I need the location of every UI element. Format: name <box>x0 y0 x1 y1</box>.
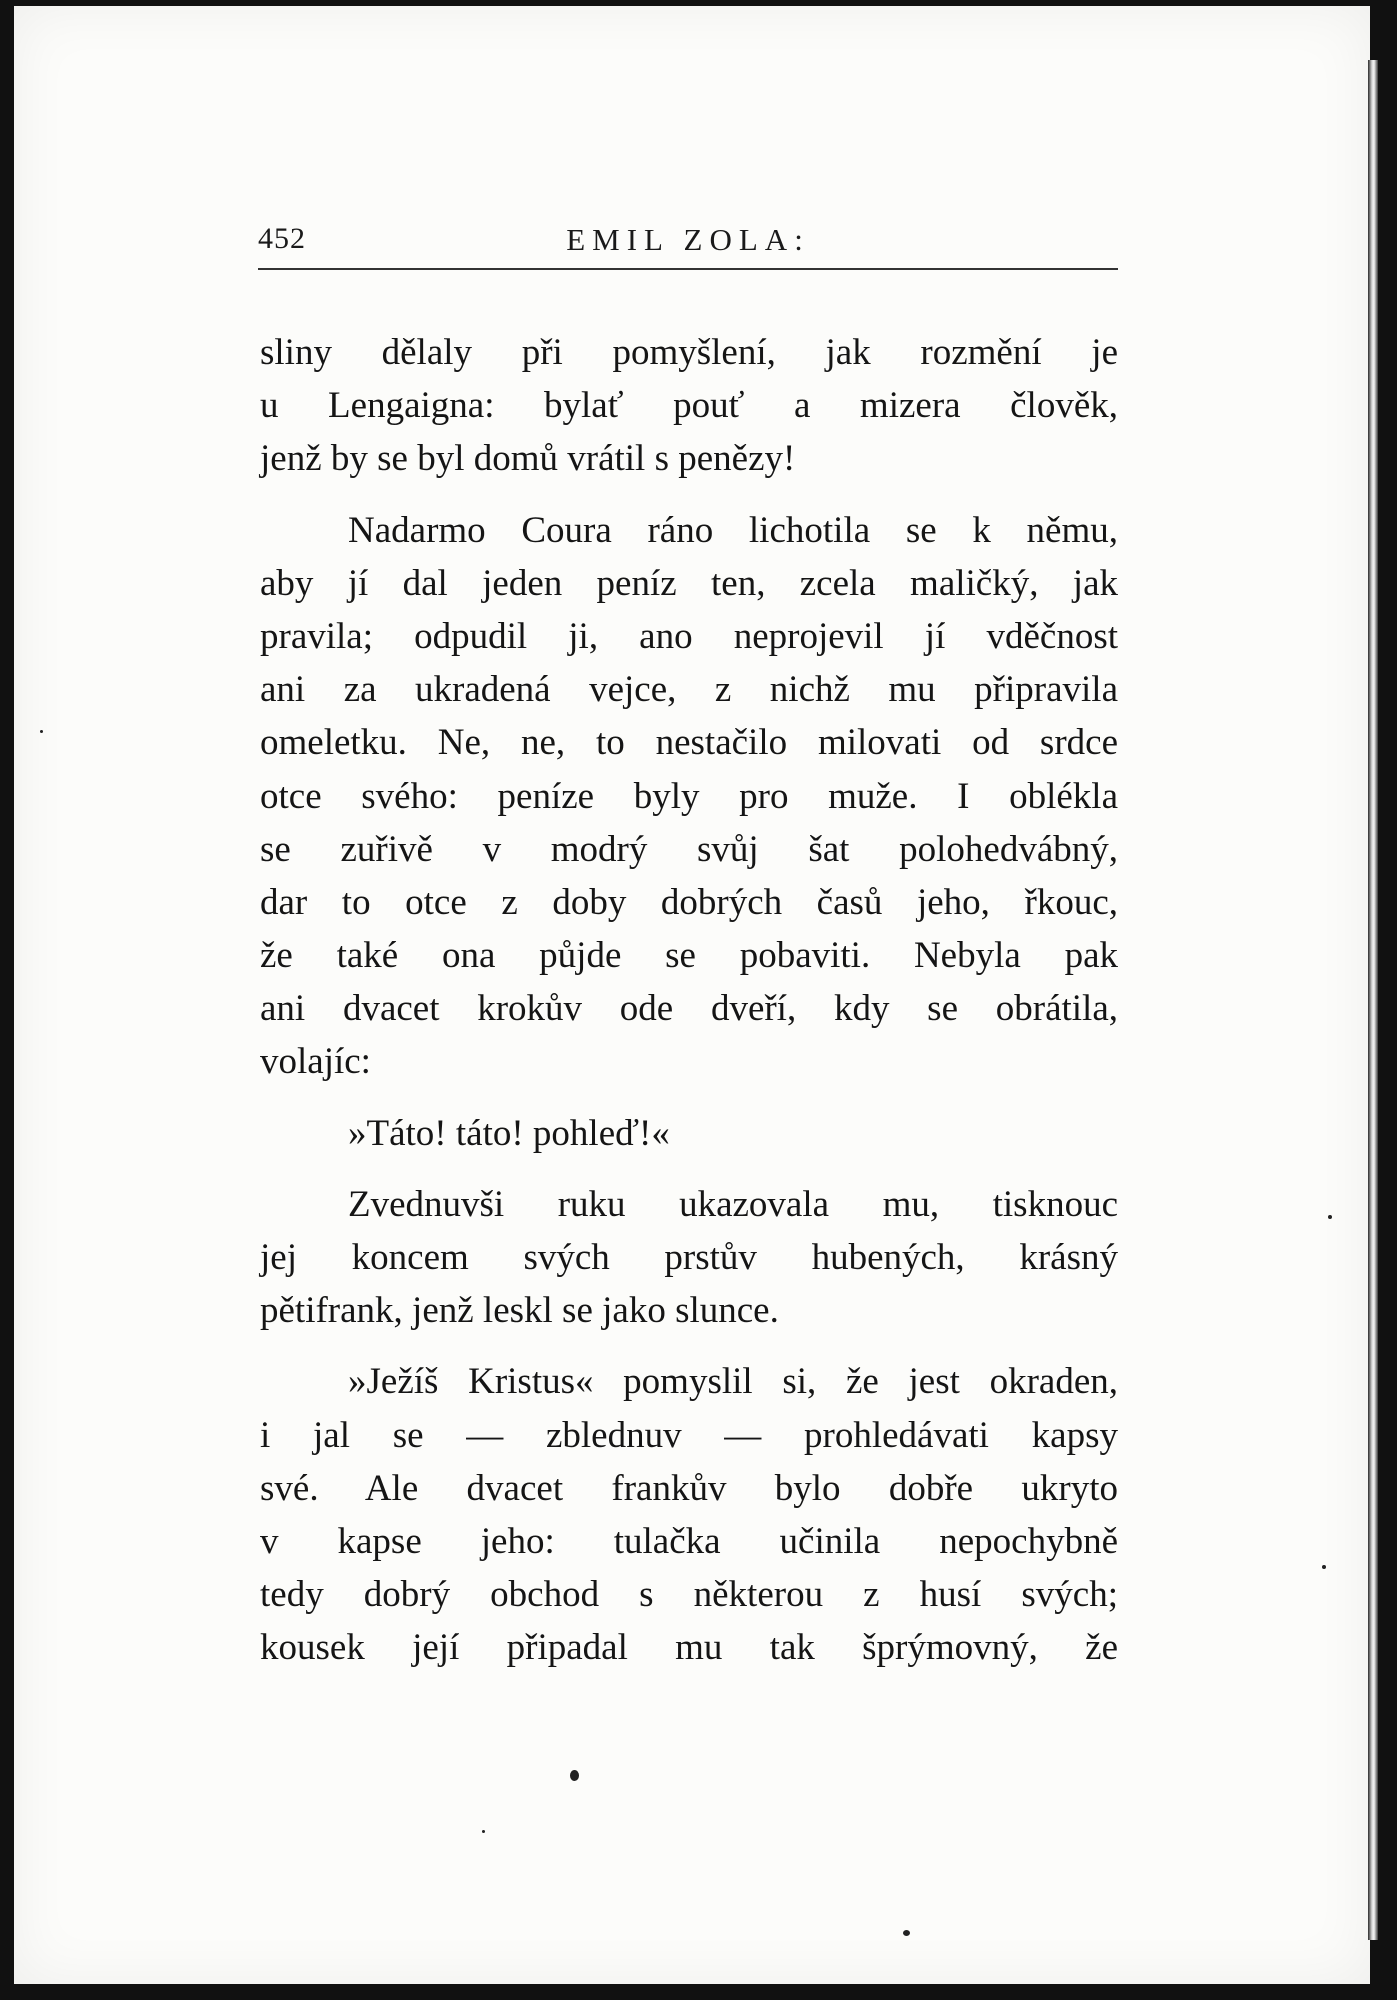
text-line: u Lengaigna: bylať pouť a mizera člověk, <box>260 385 1118 427</box>
ink-speck <box>570 1770 579 1781</box>
page-number: 452 <box>258 222 306 255</box>
text-line: se zuřivě v modrý svůj šat polohedvábný, <box>260 828 1118 870</box>
text-line: pravila; odpudil ji, ano neprojevil jí vděčnost <box>260 615 1118 657</box>
ink-speck <box>1322 1565 1326 1569</box>
text-line: kousek její připadal mu tak šprýmovný, že <box>260 1627 1118 1669</box>
ink-speck <box>1328 1215 1332 1219</box>
body-text <box>260 326 1118 1675</box>
text-line: sliny dělaly při pomyšlení, jak rozmění je <box>260 332 1118 373</box>
text-line: »Ježíš Kristus« pomyslil si, že jest okraden, <box>348 1361 1118 1403</box>
ink-speck <box>40 730 43 733</box>
text-line: ani za ukradená vejce, z nichž mu připravila <box>260 669 1118 711</box>
text-line: pětifrank, jenž leskl se jako slunce. <box>260 1290 779 1332</box>
page-edge <box>1368 60 1378 1940</box>
text-line: aby jí dal jeden peníz ten, zcela maličký, jak <box>260 562 1118 604</box>
text-line: ani dvacet krokův ode dveří, kdy se obrátila, <box>260 988 1118 1030</box>
page-header <box>258 222 1118 272</box>
ink-speck <box>903 1930 910 1936</box>
text-line: dar to otce z doby dobrých časů jeho, řkouc, <box>260 881 1118 923</box>
text-line: tedy dobrý obchod s některou z husí svých; <box>260 1574 1118 1616</box>
text-line: v kapse jeho: tulačka učinila nepochybně <box>260 1520 1118 1562</box>
text-line: Zvednuvši ruku ukazovala mu, tisknouc <box>348 1183 1118 1225</box>
text-line: volajíc: <box>260 1041 371 1083</box>
text-line: otce svého: peníze byly pro muže. I oblékla <box>260 775 1118 817</box>
text-line: omeletku. Ne, ne, to nestačilo milovati od srdce <box>260 722 1118 764</box>
running-head: EMIL ZOLA: <box>566 222 810 257</box>
header-rule <box>258 268 1118 270</box>
text-line: své. Ale dvacet frankův bylo dobře ukryto <box>260 1467 1118 1509</box>
text-line: jej koncem svých prstův hubených, krásný <box>260 1237 1118 1278</box>
ink-speck <box>482 1830 485 1833</box>
text-line: jenž by se byl domů vrátil s penězy! <box>260 438 796 480</box>
text-line: »Táto! táto! pohleď!« <box>348 1112 670 1154</box>
text-line: že také ona půjde se pobaviti. Nebyla pak <box>260 935 1118 977</box>
text-line: i jal se — zblednuv — prohledávati kapsy <box>260 1414 1118 1456</box>
text-line: Nadarmo Coura ráno lichotila se k němu, <box>348 509 1118 551</box>
